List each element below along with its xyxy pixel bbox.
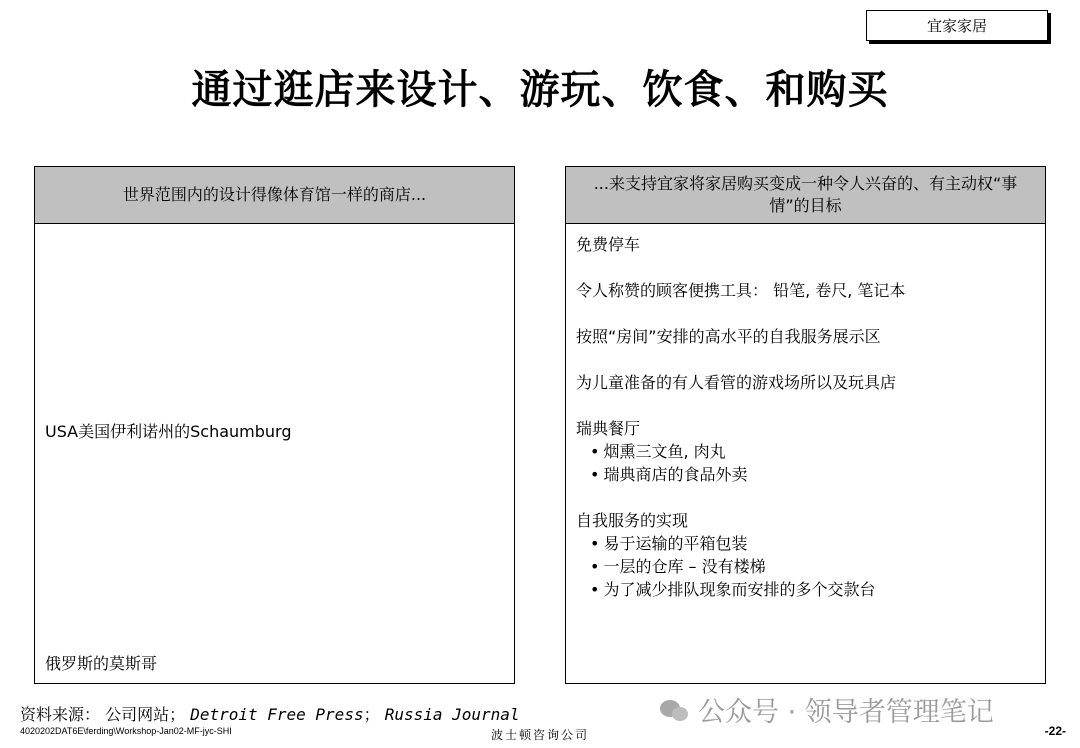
list-item-text: 免费停车 <box>576 235 641 254</box>
source-separator: ； <box>363 705 380 724</box>
list-item-text: 令人称赞的顾客便携工具： 铅笔, 卷尺, 笔记本 <box>576 281 906 300</box>
file-identifier: 4020202DAT6E\ferding\Workshop-Jan02-MF-jyc-SHI <box>20 726 232 736</box>
list-item <box>576 233 1037 256</box>
page-number: -22- <box>1044 724 1066 738</box>
right-panel <box>565 166 1046 684</box>
list-item <box>576 371 1037 394</box>
source-label: 资料来源： 公司网站； <box>20 705 186 724</box>
list-item <box>576 325 1037 348</box>
location-usa: USA美国伊利诺州的Schaumburg <box>45 422 292 441</box>
page-title: 通过逛店来设计、游玩、饮食、和购买 <box>191 67 889 113</box>
list-subitem: • 烟熏三文鱼, 肉丸 <box>576 440 1037 463</box>
left-panel <box>34 166 515 684</box>
watermark-text: 公众号 · 领导者管理笔记 <box>698 697 994 728</box>
source-publication: Detroit Free Press <box>190 705 364 724</box>
firm-name: 波士顿咨询公司 <box>490 728 589 742</box>
watermark <box>660 690 994 729</box>
list-subitem: • 易于运输的平箱包装 <box>576 532 1037 555</box>
list-subitem: • 为了减少排队现象而安排的多个交款台 <box>576 578 1037 601</box>
source-note <box>20 702 520 725</box>
list-item-text: 自我服务的实现 <box>576 511 689 530</box>
wechat-icon <box>660 698 690 722</box>
list-subitem: • 瑞典商店的食品外卖 <box>576 463 1037 486</box>
source-publication: Russia Journal <box>384 705 520 724</box>
list-item <box>576 279 1037 302</box>
list-item-text: 按照“房间”安排的高水平的自我服务展示区 <box>576 327 881 346</box>
list-item-text: 瑞典餐厅 <box>576 419 641 438</box>
left-panel-heading: 世界范围内的设计得像体育馆一样的商店... <box>35 167 514 224</box>
list-subitem: • 一层的仓库 – 没有楼梯 <box>576 555 1037 578</box>
list-item <box>576 509 1037 601</box>
list-item-text: 为儿童准备的有人看管的游戏场所以及玩具店 <box>576 373 897 392</box>
feature-list <box>576 233 1037 624</box>
list-item <box>576 417 1037 486</box>
location-russia: 俄罗斯的莫斯哥 <box>45 654 158 673</box>
company-tag: 宜家家居 <box>866 10 1048 41</box>
right-panel-heading: ...来支持宜家将家居购买变成一种令人兴奋的、有主动权“事情”的目标 <box>566 167 1045 224</box>
